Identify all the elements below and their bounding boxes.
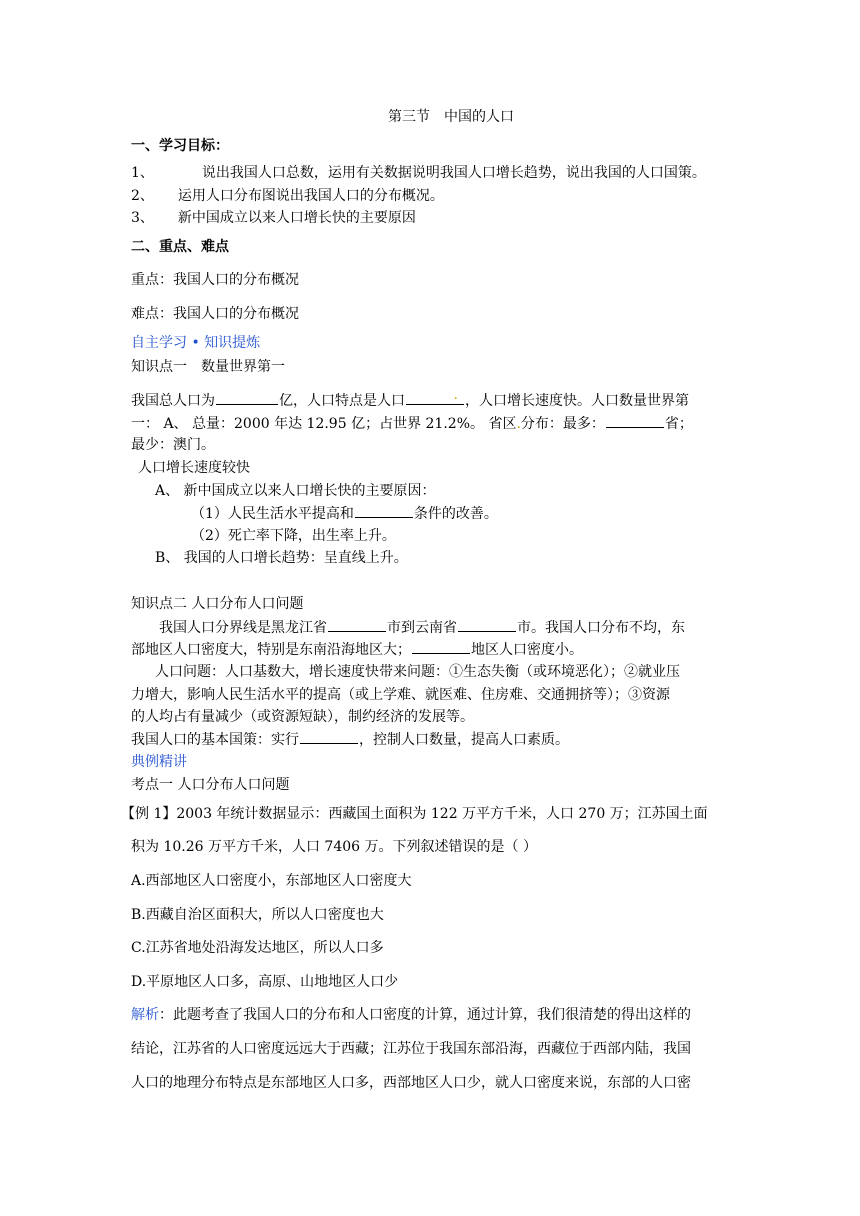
knowledge-point-2-title: 知识点二 人口分布人口问题 xyxy=(131,596,304,612)
section-heading-keypoints: 二、重点、难点 xyxy=(131,239,229,255)
objective-number: 2、 xyxy=(131,188,154,204)
kp2-line-5: 的人均占有量减少（或资源短缺），制约经济的发展等。 xyxy=(131,709,474,725)
kp1-line-1: 我国总人口为 亿，人口特点是人口 . ，人口增长速度快。人口数量世界第 xyxy=(131,387,689,409)
kp1-line-5: A、 新中国成立以来人口增长快的主要原因： xyxy=(155,483,436,499)
objective-item xyxy=(131,163,706,183)
kp2-line-1: 我国人口分界线是黑龙江省 市到云南省 市。我国人口分布不均，东 xyxy=(159,617,685,638)
option-d: D.平原地区人口多，高原、山地地区人口少 xyxy=(131,974,399,990)
analysis-line-2: 结论，江苏省的人口密度远远大于西藏；江苏位于我国东部沿海，西藏位于西部内陆，我国 xyxy=(131,1041,691,1057)
objective-number: 3、 xyxy=(131,210,154,226)
kp1-line-3: 最少：澳门。 xyxy=(131,437,215,453)
option-c: C.江苏省地处沿海发达地区，所以人口多 xyxy=(131,940,384,956)
objective-number: 1、 xyxy=(131,165,154,181)
fill-in-blank[interactable] xyxy=(355,503,413,518)
example-question-line-1: 【例 1】2003 年统计数据显示：西藏国土面积为 122 万平方千米，人口 270 万；江苏国土面 xyxy=(121,806,708,822)
analysis-line-3: 人口的地理分布特点是东部地区人口多，西部地区人口少，就人口密度来说，东部的人口密 xyxy=(131,1075,691,1091)
fill-in-blank[interactable] xyxy=(458,617,516,632)
page-title: 第三节 中国的人口 xyxy=(388,109,514,125)
objective-item xyxy=(131,208,416,228)
difficult-point-text: 难点：我国人口的分布概况 xyxy=(131,306,299,322)
exam-point-1-title: 考点一 人口分布人口问题 xyxy=(131,777,290,793)
knowledge-point-1-title: 知识点一 数量世界第一 xyxy=(131,359,285,375)
fill-in-blank[interactable]: . xyxy=(406,390,464,405)
kp2-line-4: 力增大，影响人民生活水平的提高（或上学难、就医难、住房难、交通拥挤等）；③资源 xyxy=(131,687,670,703)
objective-text: 说出我国人口总数，运用有关数据说明我国人口增长趋势，说出我国的人口国策。 xyxy=(201,165,706,181)
kp1-line-2: 一： A、 总量：2000 年达 12.95 亿；占世界 21.2%。 省区.分布：最多： 省； xyxy=(131,413,693,434)
fill-in-blank[interactable] xyxy=(328,617,386,632)
fill-in-blank[interactable] xyxy=(216,390,278,405)
analysis-label: 解析 xyxy=(131,1007,159,1023)
kp1-line-4: 人口增长速度较快 xyxy=(138,460,250,476)
option-a: A.西部地区人口密度小，东部地区人口密度大 xyxy=(131,873,412,889)
analysis-line-1: 解析：此题考查了我国人口的分布和人口密度的计算，通过计算，我们很清楚的得出这样的 xyxy=(131,1007,691,1023)
kp2-line-2: 部地区人口密度大，特别是东南沿海地区大； 地区人口密度小。 xyxy=(131,639,583,660)
fill-in-blank[interactable] xyxy=(606,413,664,428)
examples-heading: 典例精讲 xyxy=(131,754,187,770)
kp2-line-3: 人口问题：人口基数大，增长速度快带来问题：①生态失衡（或环境恶化）；②就业压 xyxy=(155,664,680,680)
objective-text: 运用人口分布图说出我国人口的分布概况。 xyxy=(177,188,444,204)
self-study-heading: 自主学习 • 知识提炼 xyxy=(131,335,261,351)
kp1-line-6: （1）人民生活水平提高和 条件的改善。 xyxy=(191,503,498,524)
section-heading-objectives: 一、学习目标： xyxy=(131,138,229,154)
fill-in-blank[interactable] xyxy=(300,729,358,744)
fill-in-blank[interactable] xyxy=(412,639,470,654)
kp1-line-8: B、 我国的人口增长趋势：呈直线上升。 xyxy=(155,550,408,566)
objective-item xyxy=(131,186,444,206)
key-point-text: 重点：我国人口的分布概况 xyxy=(131,272,299,288)
kp2-line-6: 我国人口的基本国策：实行 ，控制人口数量，提高人口素质。 xyxy=(131,729,569,750)
example-question-line-2: 积为 10.26 万平方千米，人口 7406 万。下列叙述错误的是（ ） xyxy=(131,839,537,855)
option-b: B.西藏自治区面积大，所以人口密度也大 xyxy=(131,907,384,923)
kp1-line-7: （2）死亡率下降，出生率上升。 xyxy=(191,528,396,544)
objective-text: 新中国成立以来人口增长快的主要原因 xyxy=(177,210,416,226)
